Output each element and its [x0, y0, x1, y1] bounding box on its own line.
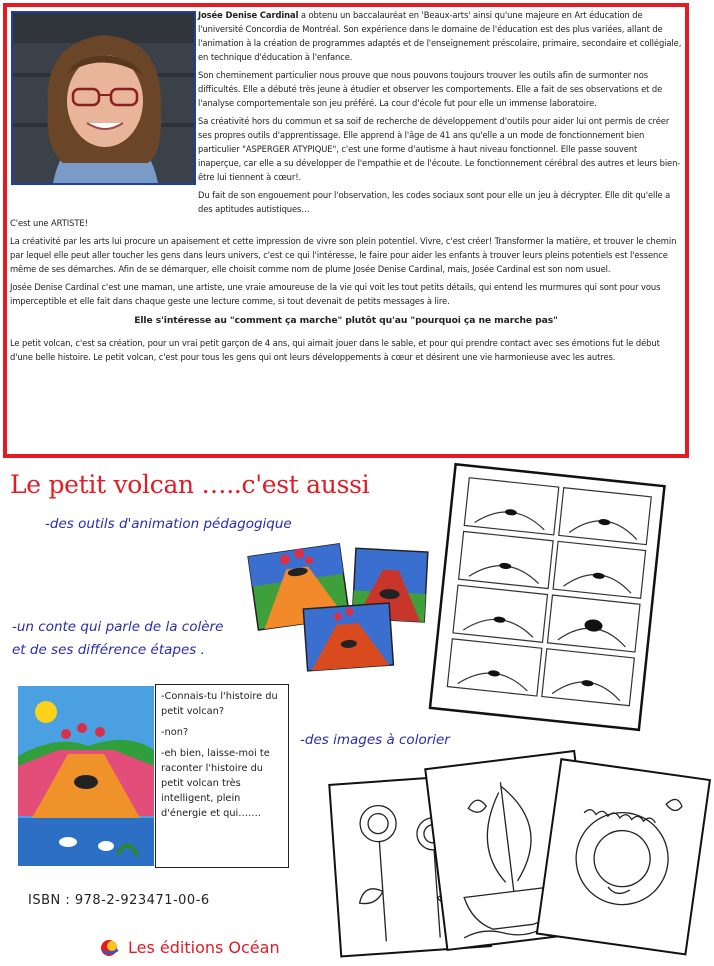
dialog-line-3: -eh bien, laisse-moi te raconter l'histoire du petit volcan très intelligent, plein d'énergie et qui……. [161, 748, 270, 819]
publisher [100, 938, 280, 957]
bio-paragraph-7: Le petit volcan, c'est sa création, pour un vrai petit garçon de 4 ans, qui aimait jouer dans le sable, et pour qui prendre contact avec ses émotions fut le début d'une belle histoire. Le petit volcan, c'est pour tous les gens qui ont leurs développements à cœur et désirent une vie harmonieuse avec les autres. [10, 338, 660, 362]
publisher-logo-icon [100, 939, 122, 957]
publisher-name: Les éditions Océan [128, 938, 280, 957]
headline: Le petit volcan …..c'est aussi [10, 470, 370, 499]
bio-text [10, 8, 682, 368]
isbn: ISBN : 978-2-923471-00-6 [28, 893, 210, 908]
coloring-pages-illustration [322, 740, 712, 962]
feature-tools: -des outils d'animation pédagogique [45, 516, 292, 532]
bio-paragraph-4b: C'est une ARTISTE! [10, 218, 88, 228]
volcano-cards-illustration [248, 536, 428, 671]
storyboard-sheet-illustration [412, 464, 672, 734]
bio-paragraph-2: Son cheminement particulier nous prouve que nous pouvons toujours trouver les outils afin de surmonter nos difficultés. Elle a débuté très jeune à étudier et observer les comportements. Elle a fait de ses observations et de l'analyse comportementale son jeu préféré. La cour d'école fut pour elle un immense laboratoire. [198, 70, 663, 108]
bio-paragraph-4: Du fait de son engouement pour l'observation, les codes sociaux sont pour elle un jeu à décrypter. Elle dit qu'elle a des aptitudes autistiques… [198, 190, 671, 214]
bio-paragraph-3: Sa créativité hors du commun et sa soif de recherche de développement d'outils pour aider lui ont permis de créer ses propres outils d'apprentissage. Elle apprend à l'âge de 41 ans qu'elle a un mode de fonctionnement bien particulier "ASPERGER ATYPIQUE", c'est une forme d'autisme à haut niveau fonctionnel. Elle passe souvent inaperçue, car elle a su développer de l'empathie et de l'écoute. Le fonctionnement cérébral des autres et leurs bien-être lui tiennent à cœur!. [198, 116, 681, 182]
dialog-line-2: -non? [161, 727, 189, 738]
dialog-line-1: -Connais-tu l'histoire du petit volcan? [161, 691, 278, 717]
bio-highlight: Elle s'intéresse au "comment ça marche" plutôt qu'au "pourquoi ça ne marche pas" [134, 315, 558, 326]
feature-tale-line1: -un conte qui parle de la colère [12, 619, 224, 635]
bio-paragraph-6: Josée Denise Cardinal c'est une maman, une artiste, une vraie amoureuse de la vie qui voit les tout petits détails, qui entend les murmures qui sont pour vous imperceptible et elle fait dans chaque geste une lecture comme, si tout devenait de petits messages à lire. [10, 282, 661, 306]
feature-tale-line2: et de ses différence étapes . [12, 642, 205, 658]
bio-paragraph-1: Josée Denise Cardinal a obtenu un baccalauréat en 'Beaux-arts' ainsi qu'une majeure en Art éducation de l'université Concordia de Montréal. Son expérience dans le domaine de l'éducation est des plus variées, allant de l'animation à la création de programmes adaptés et de l'enseignement préscolaire, primaire, secondaire et collégiale, en technique d'éducation à l'enfance. [198, 10, 682, 62]
bio-paragraph-5: La créativité par les arts lui procure un apaisement et cette impression de vivre son plein potentiel. Vivre, c'est créer! Transformer la matière, et trouver le chemin par lequel elle peut aller toucher les gens dans leurs univers, c'est ce qui l'intéresse, le faire pour aider les enfants à trouver leurs pleins potentiels est l'essence même de ses démarches. Afin de se démarquer, elle choisit comme nom de plume Josée Denise Cardinal, mais, Josée Cardinal est son nom usuel. [10, 236, 677, 274]
story-dialog-box [155, 684, 289, 868]
author-name: Josée Denise Cardinal [198, 10, 299, 20]
feature-coloring: -des images à colorier [300, 732, 450, 748]
book-cover-illustration [18, 686, 154, 866]
